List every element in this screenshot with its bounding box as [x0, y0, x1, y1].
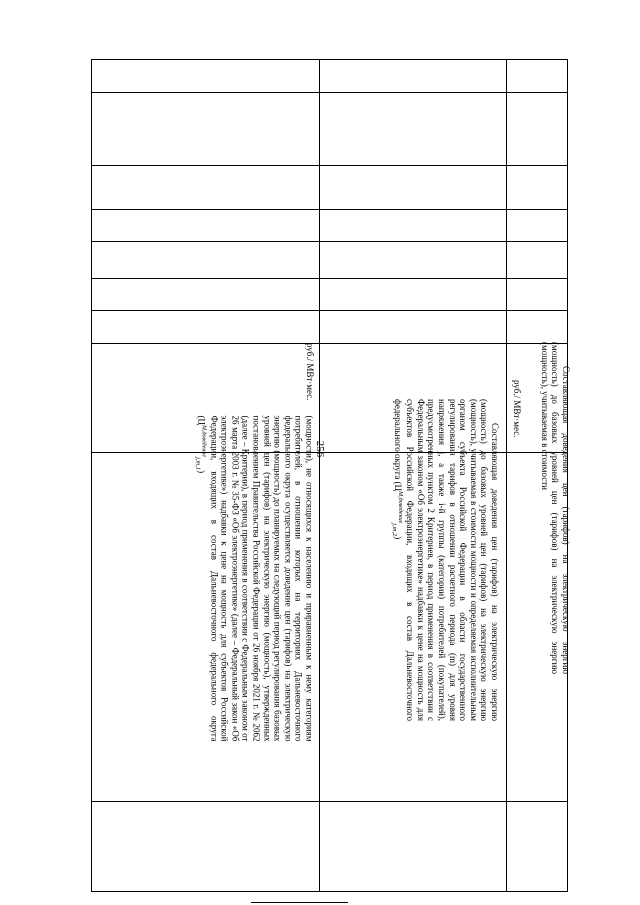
column-separator	[91, 343, 568, 344]
column-separator	[91, 278, 568, 279]
column-separator	[91, 209, 568, 210]
page-number: 256	[314, 440, 326, 458]
table-row-3-description: Составляющая доведения цен (тарифов) на электрическую энергию (мощность) до базовых уровней цен (тарифов) на электрическую энергию (мощность), учитываемая в стоимости	[539, 342, 571, 674]
bottom-rule	[251, 902, 348, 903]
table-row-1-description: (мощности), не относящихся к населению и приравненным к нему категориям потребителей, в отношении которых на территориях Дальневосточного федерального округа осуществляется доведение цен (тарифов) на электрическую энергию (мощность) до планируемых на следующий период регулирования базовых уровней цен (тарифов) на электрическую энергию (мощность), утвержденных постановлением Правительства Российской Федерации от 26 ноября 2021 г. № 2062 (далее – Критерии), в период применения в соответствии с Федеральным законом от 26 марта 2003 г. № 35-ФЗ «Об электроэнергетике» (далее – Федеральный закон «Об электроэнергетике») надбавки к цене на мощность для субъектов Российской Федерации, входящих в состав Дальневосточного федерального округа $(Ц^{М,доведение}_{j,m,1})$	[194, 415, 315, 742]
column-separator	[91, 92, 568, 93]
column-separator	[91, 801, 568, 802]
data-table	[91, 59, 571, 892]
column-separator	[91, 241, 568, 242]
table-row-2-unit: руб./ МВт·мес.	[305, 343, 315, 401]
column-separator	[91, 165, 568, 166]
table-row-2-description: Составляющая доведения цен (тарифов) на электрическую энергию (мощность) до базовых уровней цен (тарифов) на электрическую энергию (мощность), учитываемая в стоимости мощности и определяемая исполнительным органом субъекта Российской Федерации в области государственного регулирования тарифов в отношении расчетного периода (m) для уровня напряжения j, а также i-й группы (категории) потребителей (покупателей), предусмотренных пунктом 2 Критериев, в период применения в соответствии с Федеральным законом «Об электроэнергетике» надбавки к цене на мощность для субъектов Российской Федерации, входящих в состав Дальневосточного федерального округа $(Ц^{М,доведение}_{j,m,2})$	[390, 399, 500, 721]
table-row-3-unit: руб./ МВт·мес.	[512, 380, 522, 438]
row-separator	[506, 59, 507, 892]
column-separator	[91, 310, 568, 311]
